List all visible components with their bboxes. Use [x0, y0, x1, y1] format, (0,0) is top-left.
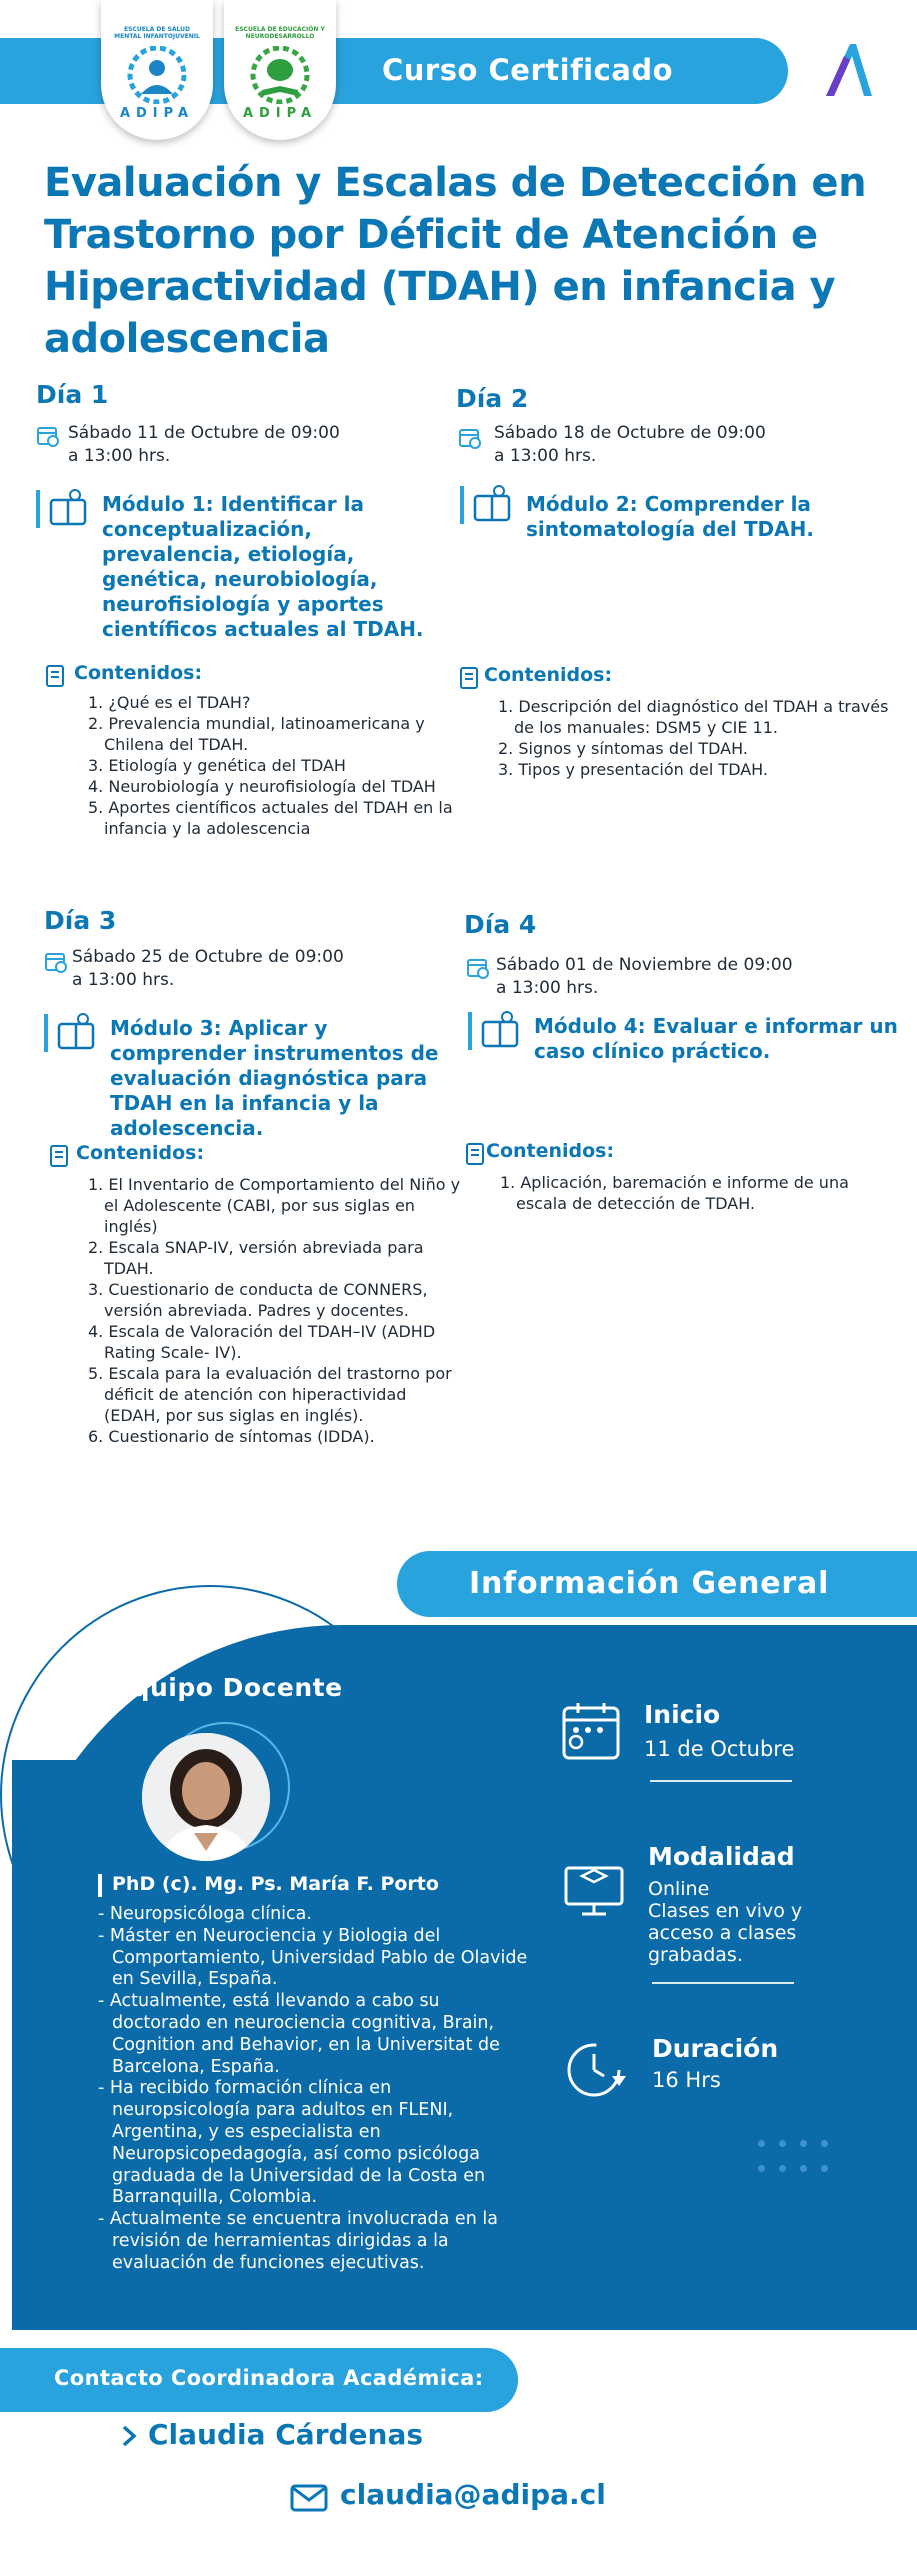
module-block	[468, 1010, 898, 1064]
start-value: 11 de Octubre	[644, 1737, 795, 1761]
contents-list	[84, 1174, 464, 1447]
info-banner	[397, 1551, 917, 1617]
mode-value	[648, 1878, 818, 1966]
day-label: Día 3	[44, 906, 117, 935]
decorative-dots	[758, 2132, 868, 2176]
module-block	[44, 1012, 464, 1141]
bio-item: - Neuropsicóloga clínica.	[98, 1904, 312, 1924]
bio-item: - Actualmente se encuentra involucrada en la revisión de herramientas dirigidas a la evaluación de funciones ejecutivas.	[98, 2209, 498, 2273]
day-date: Sábado 25 de Octubre de 09:00	[72, 947, 344, 967]
list-item: 5. Escala para la evaluación del trastorno por déficit de atención con hiperactividad (EDAH, por sus siglas en inglés).	[88, 1364, 452, 1425]
day-label: Día 1	[36, 380, 109, 409]
day-date: Sábado 11 de Octubre de 09:00	[68, 423, 340, 443]
calendar-clock-icon	[44, 950, 68, 974]
calendar-clock-icon	[458, 426, 482, 450]
module-book-icon	[472, 484, 512, 524]
bio-item: - Máster en Neurociencia y Biologia del Comportamiento, Universidad Pablo de Olavide en Sevilla, España.	[98, 1925, 528, 1990]
module-book-icon	[48, 488, 88, 528]
module-book-icon	[56, 1012, 96, 1052]
contact-banner	[0, 2348, 518, 2412]
day-time: a 13:00 hrs.	[494, 446, 597, 466]
teacher-bio	[98, 1904, 528, 2275]
badge-brand: ADIPA	[119, 106, 195, 121]
contents-list	[84, 692, 454, 839]
day-time: a 13:00 hrs.	[68, 446, 171, 466]
team-title: Equipo Docente	[114, 1673, 343, 1702]
day-time: a 13:00 hrs.	[72, 970, 175, 990]
module-book-icon	[480, 1010, 520, 1050]
list-item: 5. Aportes científicos actuales del TDAH en la infancia y la adolescencia	[88, 798, 453, 838]
contents-icon	[464, 1142, 488, 1166]
divider	[650, 1780, 792, 1782]
list-item: 2. Signos y síntomas del TDAH.	[498, 739, 748, 758]
contents-heading: Contenidos:	[76, 1142, 205, 1164]
list-item: 1. ¿Qué es el TDAH?	[88, 693, 251, 712]
contact-label: Contacto Coordinadora Académica:	[54, 2366, 484, 2390]
contents-heading: Contenidos:	[486, 1140, 615, 1162]
list-item: 4. Escala de Valoración del TDAH–IV (ADHD Rating Scale- IV).	[88, 1322, 436, 1362]
list-item: 1. Descripción del diagnóstico del TDAH a través de los manuales: DSM5 y CIE 11.	[498, 697, 889, 737]
bio-item: - Actualmente, está llevando a cabo su doctorado en neurociencia cognitiva, Brain, Cognition and Behavior, en la Universitat de Barcelona, España.	[98, 1991, 500, 2077]
badge-school-name: ESCUELA DE SALUD MENTAL INFANTOJUVENIL	[114, 26, 200, 40]
teacher-avatar	[142, 1733, 270, 1861]
module-title: Módulo 1: Identificar la conceptualización, prevalencia, etiología, genética, neurobiología, neurofisiología y aportes científicos actuales al TDAH.	[102, 492, 424, 641]
calendar-icon	[560, 1700, 622, 1762]
day-4-block	[464, 910, 898, 1213]
day-label: Día 4	[464, 910, 537, 939]
start-label: Inicio	[644, 1700, 721, 1729]
list-item: 1. Aplicación, baremación e informe de una escala de detección de TDAH.	[500, 1173, 849, 1213]
info-title: Información General	[469, 1566, 830, 1601]
day-date: Sábado 01 de Noviembre de 09:00	[496, 955, 793, 975]
module-block	[460, 484, 890, 542]
brain-book-icon	[244, 46, 316, 104]
contents-icon	[458, 666, 482, 690]
mail-icon	[290, 2484, 328, 2512]
contents-heading: Contenidos:	[484, 664, 613, 686]
school-badge-mental-health	[101, 0, 213, 140]
module-block	[36, 488, 456, 642]
contents-icon	[48, 1144, 72, 1168]
course-title: Evaluación y Escalas de Detección en Trastorno por Déficit de Atención e Hiperactividad (TDAH) en infancia y adolescencia	[44, 160, 867, 362]
contents-icon	[44, 664, 68, 688]
contents-list	[494, 696, 894, 780]
list-item: 3. Etiología y genética del TDAH	[88, 756, 346, 775]
online-class-icon	[562, 1854, 626, 1918]
list-item: 1. El Inventario de Comportamiento del Niño y el Adolescente (CABI, por sus siglas en inglés)	[88, 1175, 461, 1236]
teacher-name: PhD (c). Mg. Ps. María F. Porto	[98, 1873, 439, 1895]
child-mind-icon	[121, 46, 193, 104]
module-title: Módulo 2: Comprender la sintomatología del TDAH.	[526, 492, 814, 541]
list-item: 2. Escala SNAP-IV, versión abreviada para TDAH.	[88, 1238, 424, 1278]
module-title: Módulo 3: Aplicar y comprender instrumentos de evaluación diagnóstica para TDAH en la infancia y la adolescencia.	[110, 1016, 439, 1140]
duration-value: 16 Hrs	[652, 2068, 721, 2092]
divider	[652, 1982, 794, 1984]
day-3-block	[44, 906, 461, 1446]
mode-value-detail: Clases en vivo y acceso a clases grabadas.	[648, 1900, 803, 1966]
list-item: 3. Tipos y presentación del TDAH.	[498, 760, 769, 779]
mode-value-line: Online	[648, 1878, 710, 1900]
bio-item: - Ha recibido formación clínica en neuropsicología para adultos en FLENI, Argentina, y es especialista en Neuropsicopedagogía, así como psicóloga graduada de la Universidad de la Costa en Barranquilla, Colombia.	[98, 2078, 486, 2208]
course-type-label: Curso Certificado	[382, 53, 674, 87]
calendar-clock-icon	[36, 424, 60, 448]
coordinator-name: Claudia Cárdenas	[148, 2418, 424, 2451]
school-badge-education	[224, 0, 336, 140]
contact-email[interactable]: claudia@adipa.cl	[340, 2478, 606, 2511]
day-2-block	[456, 384, 889, 779]
mode-label: Modalidad	[648, 1842, 795, 1871]
day-1-block	[36, 380, 453, 838]
clock-icon	[566, 2040, 628, 2102]
badge-brand: ADIPA	[242, 106, 318, 121]
day-date: Sábado 18 de Octubre de 09:00	[494, 423, 766, 443]
contents-list	[496, 1172, 896, 1214]
adipa-logo-icon	[820, 40, 876, 100]
day-label: Día 2	[456, 384, 529, 413]
chevron-right-icon	[120, 2424, 138, 2448]
module-title: Módulo 4: Evaluar e informar un caso clínico práctico.	[534, 1014, 898, 1063]
list-item: 6. Cuestionario de síntomas (IDDA).	[88, 1427, 375, 1446]
teacher-photo	[142, 1733, 270, 1861]
list-item: 3. Cuestionario de conducta de CONNERS, versión abreviada. Padres y docentes.	[88, 1280, 428, 1320]
contents-heading: Contenidos:	[74, 662, 203, 684]
list-item: 4. Neurobiología y neurofisiología del TDAH	[88, 777, 436, 796]
duration-label: Duración	[652, 2034, 779, 2063]
badge-school-name: ESCUELA DE EDUCACIÓN Y NEURODESARROLLO	[235, 26, 325, 40]
day-time: a 13:00 hrs.	[496, 978, 599, 998]
list-item: 2. Prevalencia mundial, latinoamericana y Chilena del TDAH.	[88, 714, 425, 754]
calendar-clock-icon	[466, 956, 490, 980]
